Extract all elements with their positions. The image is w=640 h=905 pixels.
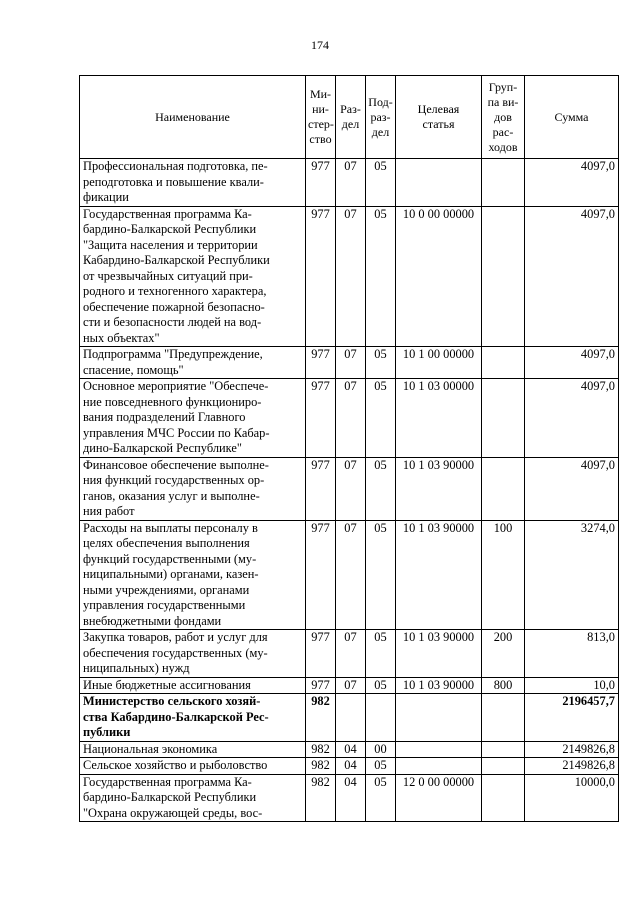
table-row bbox=[80, 741, 619, 758]
header-target: Целевая статья bbox=[396, 76, 482, 159]
group-cell bbox=[482, 159, 525, 207]
group-cell bbox=[482, 347, 525, 379]
ministry-cell: 977 bbox=[306, 159, 336, 207]
section-cell bbox=[336, 694, 366, 742]
subsection-cell: 05 bbox=[366, 206, 396, 347]
name-cell: Государственная программа Ка- бардино-Балкарской Республики "Защита населения и территории Кабардино-Балкарской Республики от чрезвычайных ситуаций при- родного и техногенного характера, обеспечение пожарной безопасно- сти и безопасности людей на вод- ных объектах" bbox=[80, 206, 306, 347]
group-cell: 800 bbox=[482, 677, 525, 694]
target-cell bbox=[396, 758, 482, 775]
name-cell: Закупка товаров, работ и услуг для обеспечения государственных (му- ниципальных) нужд bbox=[80, 630, 306, 678]
name-cell: Подпрограмма "Предупреждение, спасение, помощь" bbox=[80, 347, 306, 379]
subsection-cell: 05 bbox=[366, 520, 396, 630]
ministry-cell: 982 bbox=[306, 758, 336, 775]
section-cell: 07 bbox=[336, 159, 366, 207]
header-group: Груп- па ви- дов рас- ходов bbox=[482, 76, 525, 159]
subsection-cell: 05 bbox=[366, 677, 396, 694]
ministry-cell: 982 bbox=[306, 741, 336, 758]
subsection-cell: 05 bbox=[366, 758, 396, 775]
target-cell: 10 1 03 90000 bbox=[396, 457, 482, 520]
subsection-cell: 00 bbox=[366, 741, 396, 758]
group-cell bbox=[482, 206, 525, 347]
amount-cell: 2149826,8 bbox=[525, 741, 619, 758]
name-cell: Финансовое обеспечение выполне- ния функций государственных ор- ганов, оказания услуг и выполне- ния работ bbox=[80, 457, 306, 520]
ministry-cell: 977 bbox=[306, 520, 336, 630]
section-cell: 04 bbox=[336, 741, 366, 758]
table-row bbox=[80, 457, 619, 520]
section-cell: 07 bbox=[336, 347, 366, 379]
target-cell: 10 1 03 90000 bbox=[396, 677, 482, 694]
section-cell: 07 bbox=[336, 457, 366, 520]
name-cell: Профессиональная подготовка, пе- реподготовка и повышение квали- фикации bbox=[80, 159, 306, 207]
table-row bbox=[80, 774, 619, 822]
table-row bbox=[80, 159, 619, 207]
ministry-cell: 982 bbox=[306, 694, 336, 742]
subsection-cell: 05 bbox=[366, 379, 396, 458]
ministry-cell: 977 bbox=[306, 630, 336, 678]
group-cell: 200 bbox=[482, 630, 525, 678]
table-row bbox=[80, 630, 619, 678]
ministry-cell: 977 bbox=[306, 457, 336, 520]
name-cell: Национальная экономика bbox=[80, 741, 306, 758]
table-row bbox=[80, 677, 619, 694]
ministry-cell: 977 bbox=[306, 347, 336, 379]
target-cell: 12 0 00 00000 bbox=[396, 774, 482, 822]
amount-cell: 3274,0 bbox=[525, 520, 619, 630]
amount-cell: 4097,0 bbox=[525, 457, 619, 520]
group-cell bbox=[482, 379, 525, 458]
name-cell: Расходы на выплаты персоналу в целях обеспечения выполнения функций государственными (му- ниципальными) органами, казен- ными учреждениями, органами управления государственными внебюджетными фондами bbox=[80, 520, 306, 630]
group-cell bbox=[482, 457, 525, 520]
target-cell: 10 1 03 00000 bbox=[396, 379, 482, 458]
amount-cell: 813,0 bbox=[525, 630, 619, 678]
header-ministry: Ми- ни- стер- ство bbox=[306, 76, 336, 159]
table-row bbox=[80, 758, 619, 775]
table-row bbox=[80, 347, 619, 379]
target-cell: 10 1 03 90000 bbox=[396, 520, 482, 630]
table-row bbox=[80, 379, 619, 458]
name-cell: Сельское хозяйство и рыболовство bbox=[80, 758, 306, 775]
section-cell: 07 bbox=[336, 520, 366, 630]
section-cell: 04 bbox=[336, 774, 366, 822]
ministry-cell: 982 bbox=[306, 774, 336, 822]
table-row bbox=[80, 206, 619, 347]
amount-cell: 10000,0 bbox=[525, 774, 619, 822]
group-cell bbox=[482, 694, 525, 742]
amount-cell: 4097,0 bbox=[525, 347, 619, 379]
ministry-cell: 977 bbox=[306, 677, 336, 694]
subsection-cell: 05 bbox=[366, 159, 396, 207]
amount-cell: 4097,0 bbox=[525, 206, 619, 347]
section-cell: 07 bbox=[336, 206, 366, 347]
target-cell bbox=[396, 159, 482, 207]
target-cell: 10 0 00 00000 bbox=[396, 206, 482, 347]
header-section: Раз- дел bbox=[336, 76, 366, 159]
group-cell bbox=[482, 741, 525, 758]
group-cell bbox=[482, 758, 525, 775]
ministry-cell: 977 bbox=[306, 379, 336, 458]
budget-table bbox=[79, 75, 619, 822]
name-cell: Основное мероприятие "Обеспече- ние повседневного функциониро- вания подразделений Главного управления МЧС России по Кабар- дино-Балкарской Республике" bbox=[80, 379, 306, 458]
subsection-cell: 05 bbox=[366, 774, 396, 822]
section-cell: 07 bbox=[336, 630, 366, 678]
section-cell: 07 bbox=[336, 677, 366, 694]
amount-cell: 2196457,7 bbox=[525, 694, 619, 742]
section-cell: 07 bbox=[336, 379, 366, 458]
amount-cell: 10,0 bbox=[525, 677, 619, 694]
name-cell: Иные бюджетные ассигнования bbox=[80, 677, 306, 694]
subsection-cell: 05 bbox=[366, 347, 396, 379]
target-cell: 10 1 00 00000 bbox=[396, 347, 482, 379]
target-cell bbox=[396, 694, 482, 742]
header-amount: Сумма bbox=[525, 76, 619, 159]
header-name: Наименование bbox=[80, 76, 306, 159]
table-row bbox=[80, 520, 619, 630]
amount-cell: 4097,0 bbox=[525, 379, 619, 458]
amount-cell: 2149826,8 bbox=[525, 758, 619, 775]
subsection-cell: 05 bbox=[366, 630, 396, 678]
table-row bbox=[80, 694, 619, 742]
name-cell: Государственная программа Ка- бардино-Балкарской Республики "Охрана окружающей среды, вос- bbox=[80, 774, 306, 822]
subsection-cell: 05 bbox=[366, 457, 396, 520]
ministry-cell: 977 bbox=[306, 206, 336, 347]
table-header-row bbox=[80, 76, 619, 159]
subsection-cell bbox=[366, 694, 396, 742]
group-cell: 100 bbox=[482, 520, 525, 630]
header-subsection: Под- раз- дел bbox=[366, 76, 396, 159]
group-cell bbox=[482, 774, 525, 822]
target-cell bbox=[396, 741, 482, 758]
target-cell: 10 1 03 90000 bbox=[396, 630, 482, 678]
name-cell: Министерство сельского хозяй- ства Кабардино-Балкарской Рес- публики bbox=[80, 694, 306, 742]
section-cell: 04 bbox=[336, 758, 366, 775]
amount-cell: 4097,0 bbox=[525, 159, 619, 207]
page-number: 174 bbox=[311, 38, 329, 52]
